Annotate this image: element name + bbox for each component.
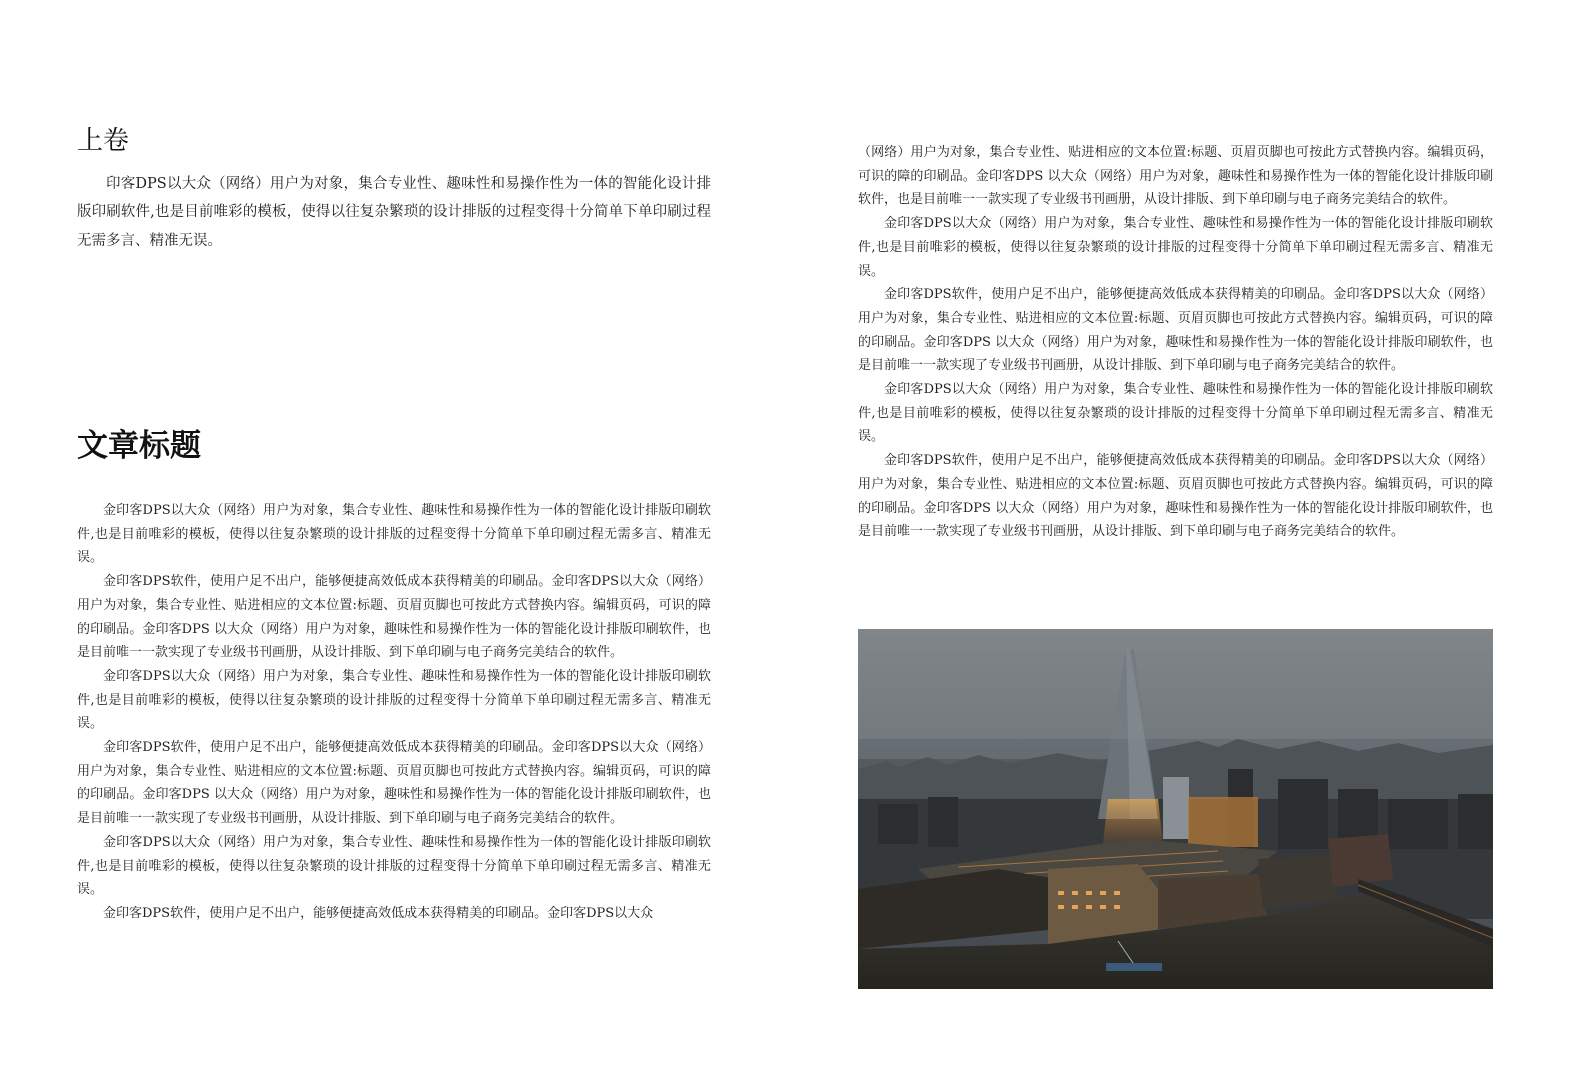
right-page <box>794 0 1588 1077</box>
city-skyline-photo <box>858 629 1493 989</box>
continued-paragraph: （网络）用户为对象，集合专业性、贴进相应的文本位置:标题、页眉页脚也可按此方式替换内容。编辑页码，可识的障的印刷品。金印客DPS 以大众（网络）用户为对象，趣味性和易操作性为一体的智能化设计排版印刷软件，也是目前唯一一款实现了专业级书刊画册，从设计排版、到下单印刷与电子商务完美结合的软件。 <box>858 145 1493 208</box>
body-paragraph: 金印客DPS软件，使用户足不出户，能够便捷高效低成本获得精美的印刷品。金印客DPS以大众（网络）用户为对象，集合专业性、贴进相应的文本位置:标题、页眉页脚也可按此方式替换内容。编辑页码，可识的障的印刷品。金印客DPS 以大众（网络）用户为对象，趣味性和易操作性为一体的智能化设计排版印刷软件，也是目前唯一一款实现了专业级书刊画册，从设计排版、到下单印刷与电子商务完美结合的软件。 <box>77 574 711 661</box>
body-paragraph: 金印客DPS软件，使用户足不出户，能够便捷高效低成本获得精美的印刷品。金印客DPS以大众 <box>103 905 654 921</box>
intro-paragraph <box>77 170 711 255</box>
body-paragraph: 金印客DPS以大众（网络）用户为对象，集合专业性、趣味性和易操作性为一体的智能化设计排版印刷软件,也是目前唯彩的模板，使得以往复杂繁琐的设计排版的过程变得十分简单下单印刷过程无需多言、精准无误。 <box>77 834 711 898</box>
right-body <box>858 141 1493 544</box>
intro-text: 印客DPS以大众（网络）用户为对象，集合专业性、趣味性和易操作性为一体的智能化设计排版印刷软件,也是目前唯彩的模板，使得以往复杂繁琐的设计排版的过程变得十分简单下单印刷过程无需多言、精准无误。 <box>77 176 711 249</box>
body-paragraph: 金印客DPS以大众（网络）用户为对象，集合专业性、趣味性和易操作性为一体的智能化设计排版印刷软件,也是目前唯彩的模板，使得以往复杂繁琐的设计排版的过程变得十分简单下单印刷过程无需多言、精准无误。 <box>858 382 1493 445</box>
body-paragraph: 金印客DPS软件，使用户足不出户，能够便捷高效低成本获得精美的印刷品。金印客DPS以大众（网络）用户为对象，集合专业性、贴进相应的文本位置:标题、页眉页脚也可按此方式替换内容。编辑页码，可识的障的印刷品。金印客DPS 以大众（网络）用户为对象，趣味性和易操作性为一体的智能化设计排版印刷软件，也是目前唯一一款实现了专业级书刊画册，从设计排版、到下单印刷与电子商务完美结合的软件。 <box>858 453 1493 540</box>
volume-title: 上卷 <box>77 126 130 156</box>
body-paragraph: 金印客DPS以大众（网络）用户为对象，集合专业性、趣味性和易操作性为一体的智能化设计排版印刷软件,也是目前唯彩的模板，使得以往复杂繁琐的设计排版的过程变得十分简单下单印刷过程无需多言、精准无误。 <box>77 503 711 566</box>
city-photo-illustration <box>858 629 1493 989</box>
body-paragraph: 金印客DPS软件，使用户足不出户，能够便捷高效低成本获得精美的印刷品。金印客DPS以大众（网络）用户为对象，集合专业性、贴进相应的文本位置:标题、页眉页脚也可按此方式替换内容。编辑页码，可识的障的印刷品。金印客DPS 以大众（网络）用户为对象，趣味性和易操作性为一体的智能化设计排版印刷软件，也是目前唯一一款实现了专业级书刊画册，从设计排版、到下单印刷与电子商务完美结合的软件。 <box>858 287 1493 374</box>
body-paragraph: 金印客DPS软件，使用户足不出户，能够便捷高效低成本获得精美的印刷品。金印客DPS以大众（网络）用户为对象，集合专业性、贴进相应的文本位置:标题、页眉页脚也可按此方式替换内容。编辑页码，可识的障的印刷品。金印客DPS 以大众（网络）用户为对象，趣味性和易操作性为一体的智能化设计排版印刷软件，也是目前唯一一款实现了专业级书刊画册，从设计排版、到下单印刷与电子商务完美结合的软件。 <box>77 740 711 827</box>
body-paragraph: 金印客DPS以大众（网络）用户为对象，集合专业性、趣味性和易操作性为一体的智能化设计排版印刷软件,也是目前唯彩的模板，使得以往复杂繁琐的设计排版的过程变得十分简单下单印刷过程无需多言、精准无误。 <box>858 216 1493 279</box>
article-title: 文章标题 <box>77 428 201 464</box>
article-body <box>77 499 711 979</box>
body-paragraph: 金印客DPS以大众（网络）用户为对象，集合专业性、趣味性和易操作性为一体的智能化设计排版印刷软件,也是目前唯彩的模板，使得以往复杂繁琐的设计排版的过程变得十分简单下单印刷过程无需多言、精准无误。 <box>77 668 711 732</box>
